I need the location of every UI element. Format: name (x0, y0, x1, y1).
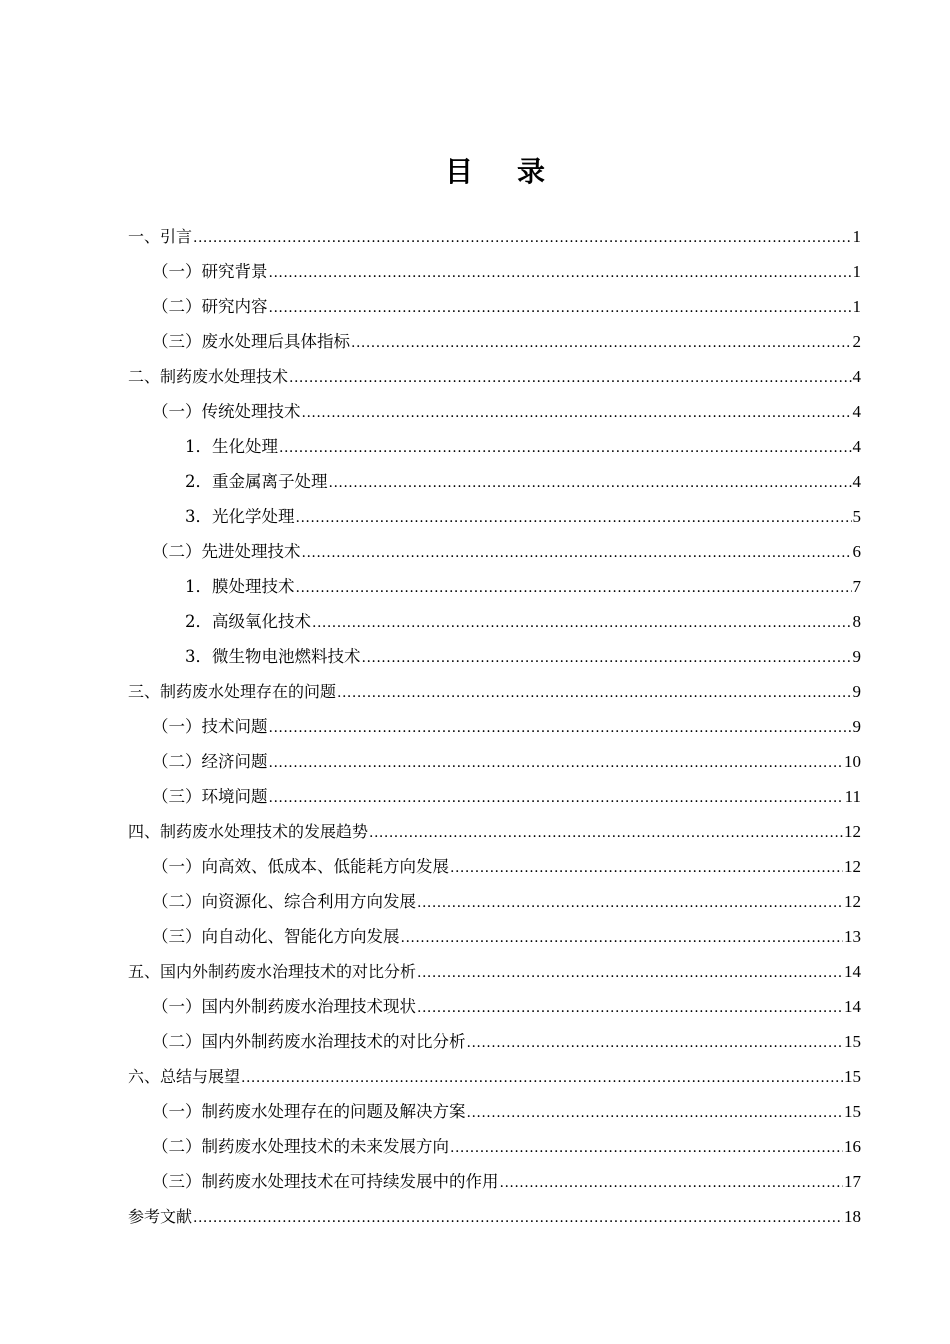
toc-entry-label[interactable]: 四、制药废水处理技术的发展趋势 (128, 822, 369, 841)
toc-page-number[interactable]: 4 (852, 437, 861, 456)
toc-entry-label[interactable]: 1．膜处理技术 (185, 577, 295, 596)
toc-page-number[interactable]: 7 (852, 577, 861, 596)
toc-dot-leader (269, 709, 852, 744)
toc-page-number[interactable]: 13 (844, 927, 861, 946)
toc-entry-label[interactable]: （二）研究内容 (152, 297, 268, 316)
toc-entry-label[interactable]: 二、制药废水处理技术 (128, 367, 289, 386)
toc-entry[interactable] (128, 534, 861, 569)
toc-entry-label[interactable]: （三）制药废水处理技术在可持续发展中的作用 (152, 1172, 499, 1191)
toc-dot-leader (289, 359, 851, 394)
toc-entry-label[interactable]: （一）制药废水处理存在的问题及解决方案 (152, 1102, 466, 1121)
toc-entry[interactable] (128, 744, 861, 779)
toc-dot-leader (241, 1059, 843, 1094)
toc-entry[interactable] (128, 709, 861, 744)
toc-entry-label[interactable]: 1．生化处理 (185, 437, 278, 456)
toc-entry[interactable] (128, 464, 861, 499)
toc-entry-label[interactable]: 2．重金属离子处理 (185, 472, 328, 491)
toc-dot-leader (269, 744, 844, 779)
toc-entry[interactable] (128, 254, 861, 289)
toc-entry-label[interactable]: （三）向自动化、智能化方向发展 (152, 927, 400, 946)
toc-entry[interactable] (128, 394, 861, 429)
toc-entry[interactable] (128, 499, 861, 534)
toc-entry[interactable] (128, 604, 861, 639)
toc-dot-leader (269, 289, 852, 324)
toc-page-number[interactable]: 15 (844, 1032, 861, 1051)
toc-dot-leader (193, 219, 851, 254)
toc-entry[interactable] (128, 569, 861, 604)
toc-entry[interactable] (128, 359, 861, 394)
toc-page-number[interactable]: 15 (844, 1102, 861, 1121)
toc-page-number[interactable]: 4 (852, 402, 861, 421)
toc-dot-leader (302, 394, 852, 429)
toc-page-number[interactable]: 12 (844, 857, 861, 876)
toc-entry[interactable] (128, 814, 861, 849)
toc-dot-leader (467, 1094, 844, 1129)
toc-entry-label[interactable]: （三）环境问题 (152, 787, 268, 806)
toc-page-number[interactable]: 9 (852, 647, 861, 666)
toc-entry-label[interactable]: （一）研究背景 (152, 262, 268, 281)
toc-page-number[interactable]: 9 (852, 717, 861, 736)
toc-dot-leader (417, 989, 843, 1024)
page-title-char-2: 录 (517, 155, 546, 188)
toc-dot-leader (450, 849, 843, 884)
toc-entry-label[interactable]: 六、总结与展望 (128, 1067, 241, 1086)
toc-dot-leader (312, 604, 852, 639)
toc-entry-label[interactable]: （二）向资源化、综合利用方向发展 (152, 892, 416, 911)
toc-entry-label[interactable]: 3．光化学处理 (185, 507, 295, 526)
toc-page-number[interactable]: 15 (844, 1067, 861, 1086)
toc-page-number[interactable]: 16 (844, 1137, 861, 1156)
toc-entry-label[interactable]: （二）国内外制药废水治理技术的对比分析 (152, 1032, 466, 1051)
toc-entry[interactable] (128, 289, 861, 324)
toc-entry[interactable] (128, 429, 861, 464)
toc-dot-leader (269, 254, 852, 289)
toc-entry-label[interactable]: （一）国内外制药废水治理技术现状 (152, 997, 416, 1016)
toc-page-number[interactable]: 12 (844, 892, 861, 911)
toc-entry-label[interactable]: 三、制药废水处理存在的问题 (128, 682, 337, 701)
toc-dot-leader (279, 429, 852, 464)
toc-entry-label[interactable]: 3．微生物电池燃料技术 (185, 647, 361, 666)
toc-entry-label[interactable]: （二）经济问题 (152, 752, 268, 771)
toc-page-number[interactable]: 1 (852, 227, 861, 246)
toc-page-number[interactable]: 1 (852, 262, 861, 281)
toc-entry[interactable] (128, 989, 861, 1024)
toc-entry[interactable] (128, 219, 861, 254)
table-of-contents (128, 219, 861, 1234)
toc-entry-label[interactable]: （一）技术问题 (152, 717, 268, 736)
toc-dot-leader (351, 324, 852, 359)
toc-entry[interactable] (128, 674, 861, 709)
toc-dot-leader (467, 1024, 844, 1059)
toc-dot-leader (296, 499, 852, 534)
toc-entry-label[interactable]: （三）废水处理后具体指标 (152, 332, 350, 351)
toc-dot-leader (401, 919, 844, 954)
toc-page-number[interactable]: 4 (852, 367, 861, 386)
toc-dot-leader (296, 569, 852, 604)
toc-page-number[interactable]: 14 (844, 962, 861, 981)
toc-entry[interactable] (128, 1164, 861, 1199)
toc-dot-leader (362, 639, 852, 674)
page-title-char-1: 目 (444, 155, 473, 188)
toc-entry[interactable] (128, 1199, 861, 1234)
toc-entry-label[interactable]: 参考文献 (128, 1207, 193, 1226)
toc-entry-label[interactable]: 五、国内外制药废水治理技术的对比分析 (128, 962, 417, 981)
toc-dot-leader (417, 954, 843, 989)
toc-dot-leader (500, 1164, 844, 1199)
toc-dot-leader (369, 814, 843, 849)
toc-entry[interactable] (128, 849, 861, 884)
toc-entry-label[interactable]: 2．高级氧化技术 (185, 612, 311, 631)
toc-entry[interactable] (128, 324, 861, 359)
toc-page-number[interactable]: 8 (852, 612, 861, 631)
toc-dot-leader (193, 1199, 843, 1234)
toc-entry[interactable] (128, 1129, 861, 1164)
toc-entry[interactable] (128, 919, 861, 954)
toc-page-number[interactable]: 4 (852, 472, 861, 491)
toc-dot-leader (417, 884, 843, 919)
toc-dot-leader (329, 464, 852, 499)
toc-page-number[interactable]: 12 (844, 822, 861, 841)
toc-page-number[interactable]: 1 (852, 297, 861, 316)
toc-page-number[interactable]: 6 (852, 542, 861, 561)
toc-entry-label[interactable]: （二）先进处理技术 (152, 542, 301, 561)
toc-entry-label[interactable]: （一）传统处理技术 (152, 402, 301, 421)
toc-entry[interactable] (128, 884, 861, 919)
toc-entry[interactable] (128, 1059, 861, 1094)
toc-dot-leader (450, 1129, 843, 1164)
toc-entry[interactable] (128, 1024, 861, 1059)
toc-entry[interactable] (128, 639, 861, 674)
toc-page-number[interactable]: 9 (852, 682, 861, 701)
toc-entry[interactable] (128, 1094, 861, 1129)
toc-page-number[interactable]: 14 (844, 997, 861, 1016)
toc-entry-label[interactable]: （二）制药废水处理技术的未来发展方向 (152, 1137, 449, 1156)
toc-dot-leader (337, 674, 851, 709)
toc-entry[interactable] (128, 779, 861, 814)
toc-page-number[interactable]: 17 (844, 1172, 861, 1191)
toc-page-number[interactable]: 5 (852, 507, 861, 526)
toc-entry[interactable] (128, 954, 861, 989)
toc-entry-label[interactable]: （一）向高效、低成本、低能耗方向发展 (152, 857, 449, 876)
toc-entry-label[interactable]: 一、引言 (128, 227, 193, 246)
toc-dot-leader (269, 779, 844, 814)
page-title (0, 150, 950, 190)
toc-page-number[interactable]: 18 (844, 1207, 861, 1226)
toc-page-number[interactable]: 2 (852, 332, 861, 351)
toc-page-number[interactable]: 10 (844, 752, 861, 771)
toc-dot-leader (302, 534, 852, 569)
toc-page-number[interactable]: 11 (844, 787, 861, 806)
